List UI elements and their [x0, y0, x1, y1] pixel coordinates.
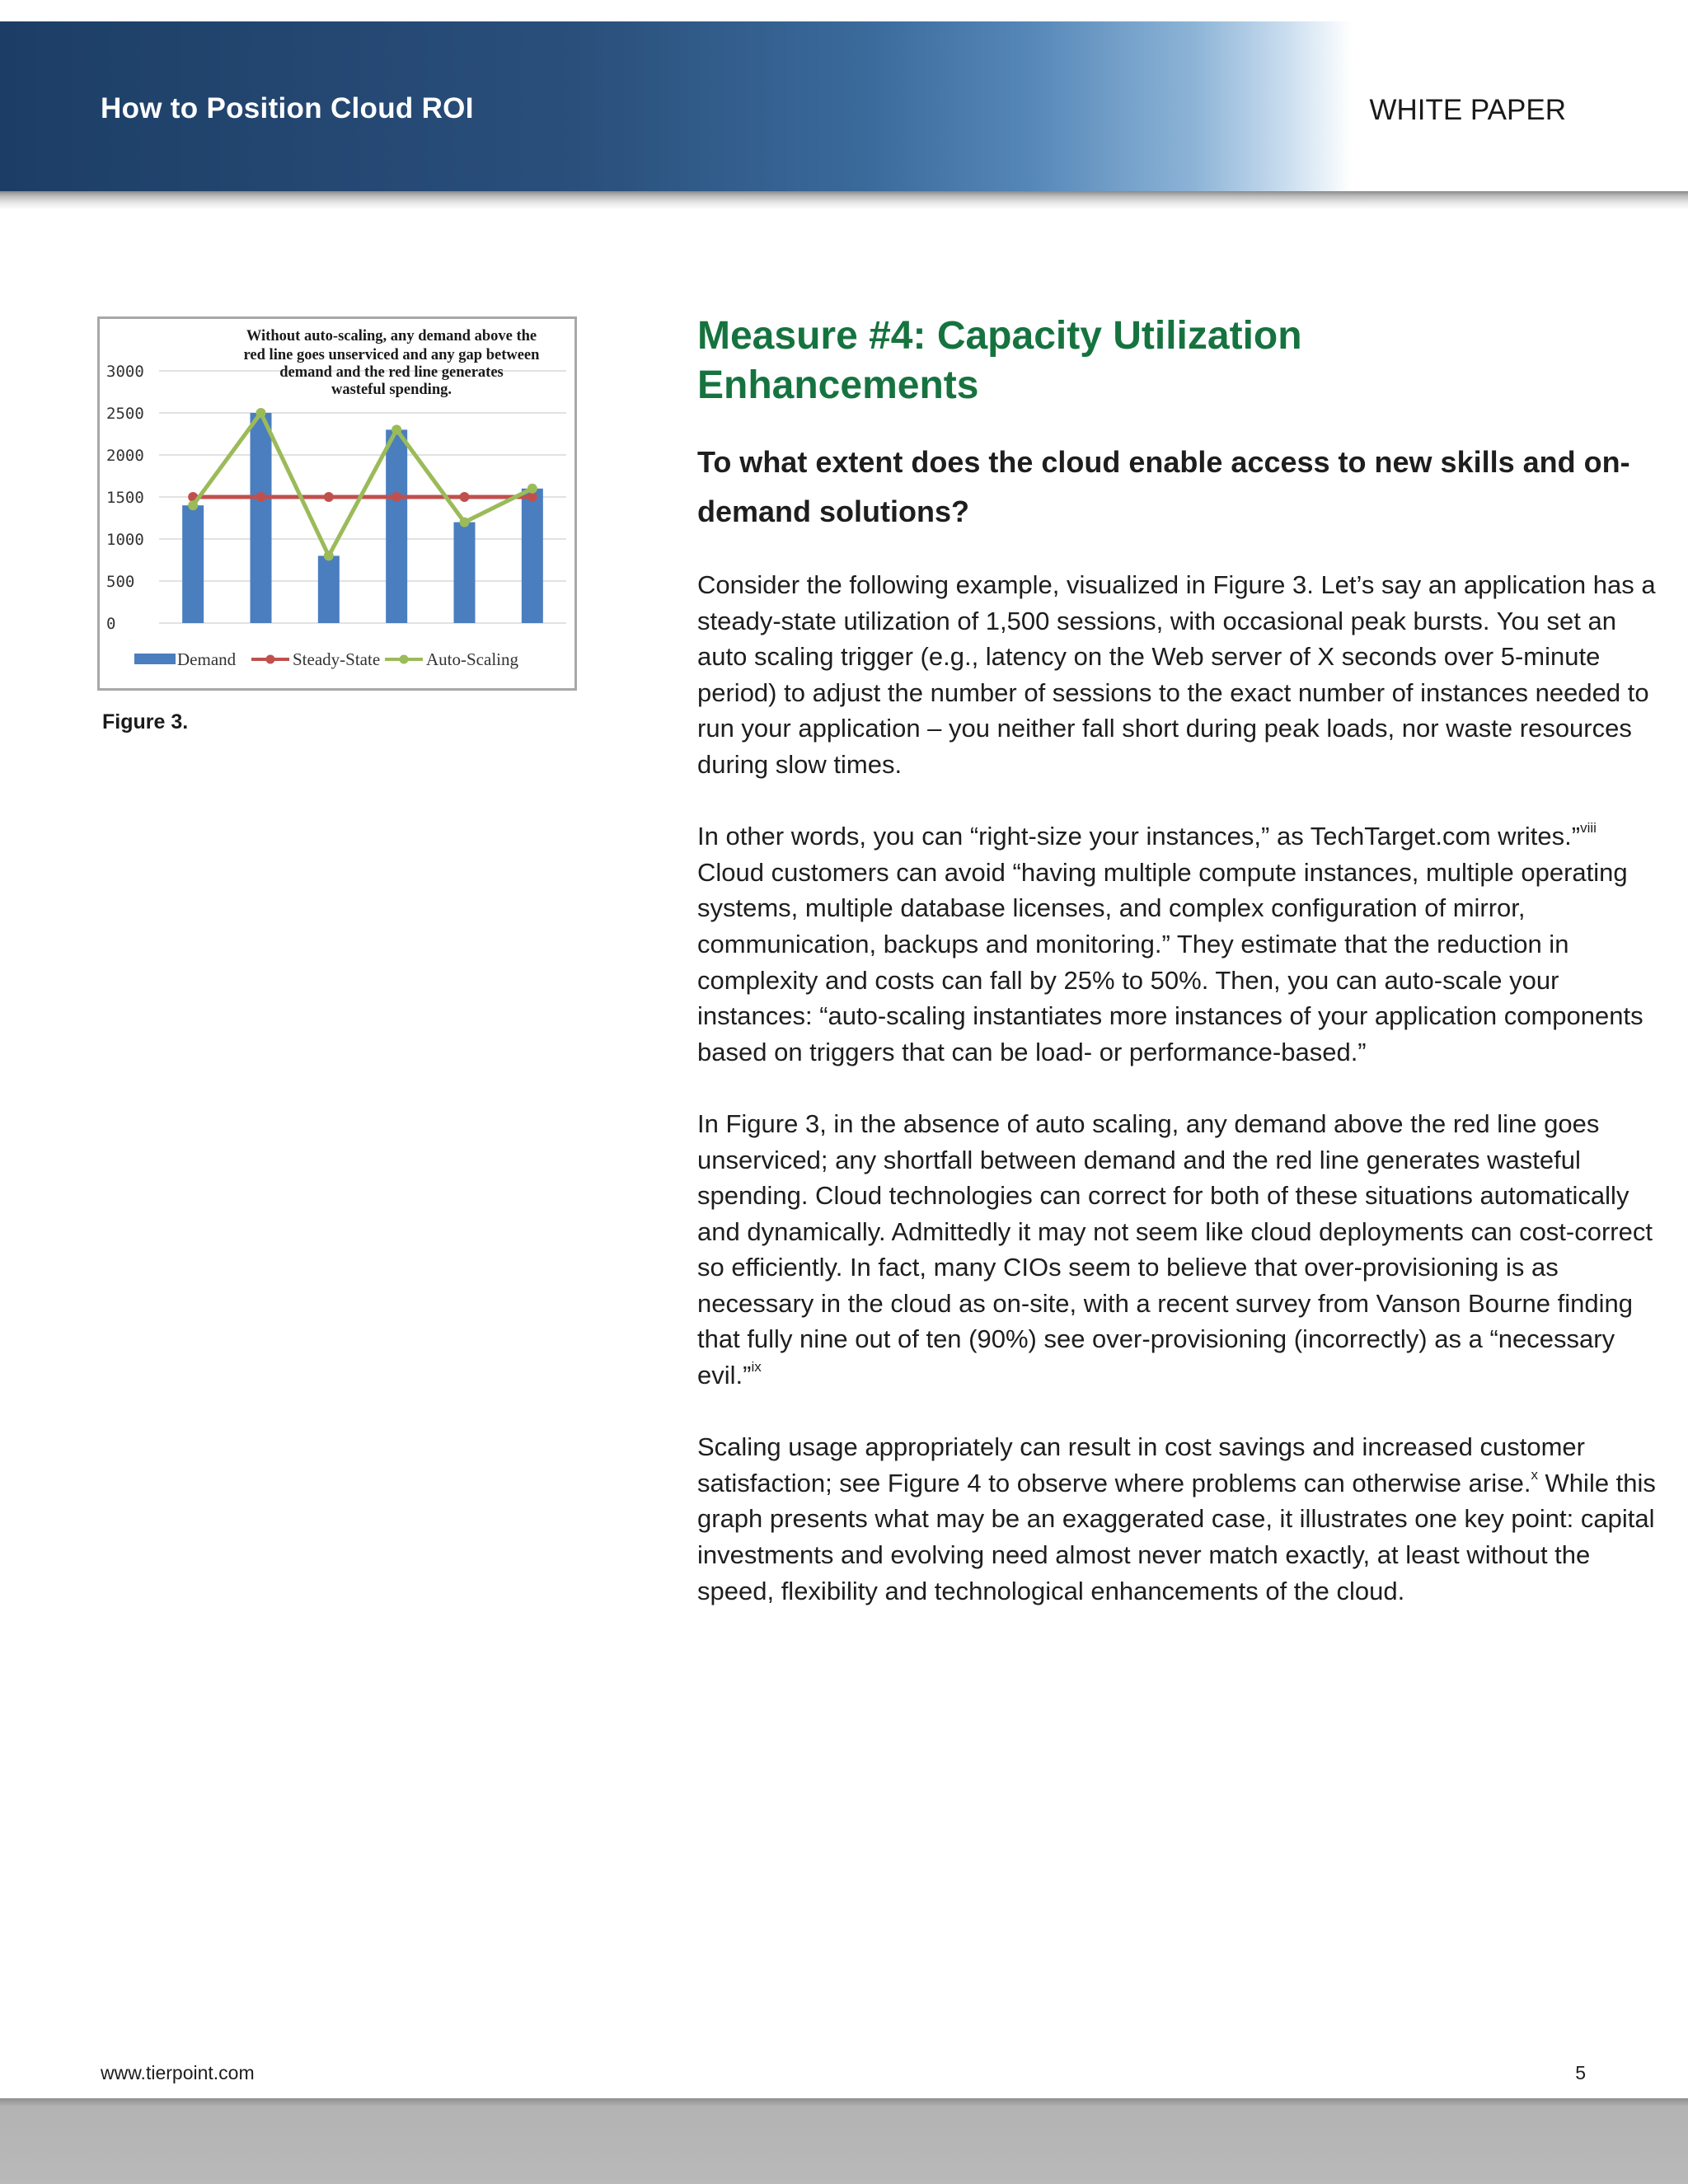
chart-svg	[100, 319, 574, 688]
chart-title-line: demand and the red line generates	[279, 364, 504, 381]
legend-swatch	[134, 654, 176, 664]
paragraph-text: While this graph presents what may be an exaggerated case, it illustrates one key point: capital investments and evolving need almost never match exactly, at least without the speed, flexibility and technological enhancements of the cloud.	[697, 1468, 1656, 1605]
document-title: How to Position Cloud ROI	[101, 92, 474, 124]
page-number: 5	[1575, 2062, 1586, 2083]
legend-label: Demand	[177, 649, 237, 669]
figure-caption: Figure 3.	[102, 710, 189, 733]
series-marker	[256, 492, 266, 502]
body-text	[697, 567, 1662, 1645]
document-type-label: WHITE PAPER	[1369, 94, 1566, 126]
legend-marker	[400, 655, 409, 664]
demand-bar	[386, 429, 407, 623]
y-tick-label: 2500	[106, 405, 144, 423]
legend-marker	[266, 655, 275, 664]
section-title-line-1: Measure #4: Capacity Utilization	[697, 314, 1302, 358]
paragraph	[697, 1429, 1662, 1609]
series-marker	[324, 492, 334, 502]
series-marker	[188, 500, 198, 510]
series-marker	[392, 424, 401, 434]
series-marker	[460, 518, 470, 527]
figure-3-chart	[97, 316, 577, 691]
demand-bar	[454, 523, 476, 623]
endnote-marker: ix	[751, 1359, 762, 1376]
paragraph	[697, 1106, 1662, 1394]
endnote-marker: viii	[1580, 820, 1597, 837]
y-tick-label: 0	[106, 615, 116, 633]
paragraph-text: Scaling usage appropriately can result in cost savings and increased customer satisfaction; see Figure 4 to observe where problems can otherwise arise.	[697, 1432, 1585, 1497]
paragraph-text: In other words, you can “right-size your instances,” as TechTarget.com writes.”	[697, 822, 1581, 851]
footer-band	[0, 2098, 1688, 2184]
y-tick-label: 2000	[106, 447, 144, 465]
chart-title-line: Without auto-scaling, any demand above the	[246, 328, 537, 344]
demand-bar	[251, 413, 272, 623]
y-tick-label: 1500	[106, 489, 144, 507]
paragraph: Consider the following example, visualized in Figure 3. Let’s say an application has a steady-state utilization of 1,500 sessions, with occasional peak bursts. You set an auto scaling trigger (e.g., latency on the Web server of X seconds over 5-minute period) to adjust the number of sessions to the exact number of instances needed to run your application – you neither fall short during peak loads, nor waste resources during slow times.	[697, 570, 1656, 779]
section-question: To what extent does the cloud enable access to new skills and on-demand solutions?	[697, 445, 1630, 528]
series-marker	[256, 408, 266, 418]
legend-label: Steady-State	[293, 649, 381, 669]
header-shadow	[0, 191, 1688, 209]
series-line	[193, 413, 532, 555]
endnote-marker: x	[1531, 1466, 1538, 1483]
y-tick-label: 1000	[106, 531, 144, 549]
paragraph-text: In Figure 3, in the absence of auto scaling, any demand above the red line goes unserviced; any shortfall between demand and the red line generates wasteful spending. Cloud technologies can correct for both of these situations automatically and dynamically. Admittedly it may not seem like cloud deployments can cost-correct so efficiently. In fact, many CIOs seem to believe that over-provisioning is as necessary in the cloud as on-site, with a recent survey from Vanson Bourne finding that fully nine out of ten (90%) see over-provisioning (incorrectly) as a “necessary evil.”	[697, 1108, 1653, 1390]
section-title	[697, 312, 1522, 410]
demand-bar	[182, 505, 204, 623]
demand-bar	[522, 489, 543, 623]
paragraph	[697, 818, 1662, 1070]
series-marker	[392, 492, 401, 502]
chart-title-line: red line goes unserviced and any gap between	[243, 347, 540, 363]
legend-label: Auto-Scaling	[426, 649, 518, 669]
footer-url: www.tierpoint.com	[101, 2062, 255, 2083]
chart-title-line: wasteful spending.	[331, 382, 452, 398]
series-marker	[528, 484, 537, 494]
y-tick-label: 500	[106, 573, 135, 591]
series-marker	[460, 492, 470, 502]
paragraph-text: Cloud customers can avoid “having multiple compute instances, multiple operating systems, multiple database licenses, and complex configuration of mirror, communication, backups and monitoring.” They estimate that the reduction in complexity and costs can fall by 25% to 50%. Then, you can auto-scale your instances: “auto-scaling instantiates more instances of your application components based on triggers that can be load- or performance-based.”	[697, 857, 1643, 1066]
section-title-line-2: Enhancements	[697, 363, 979, 407]
top-strip	[0, 0, 1688, 21]
series-marker	[324, 551, 334, 560]
demand-bar	[318, 555, 340, 623]
y-tick-label: 3000	[106, 363, 144, 381]
